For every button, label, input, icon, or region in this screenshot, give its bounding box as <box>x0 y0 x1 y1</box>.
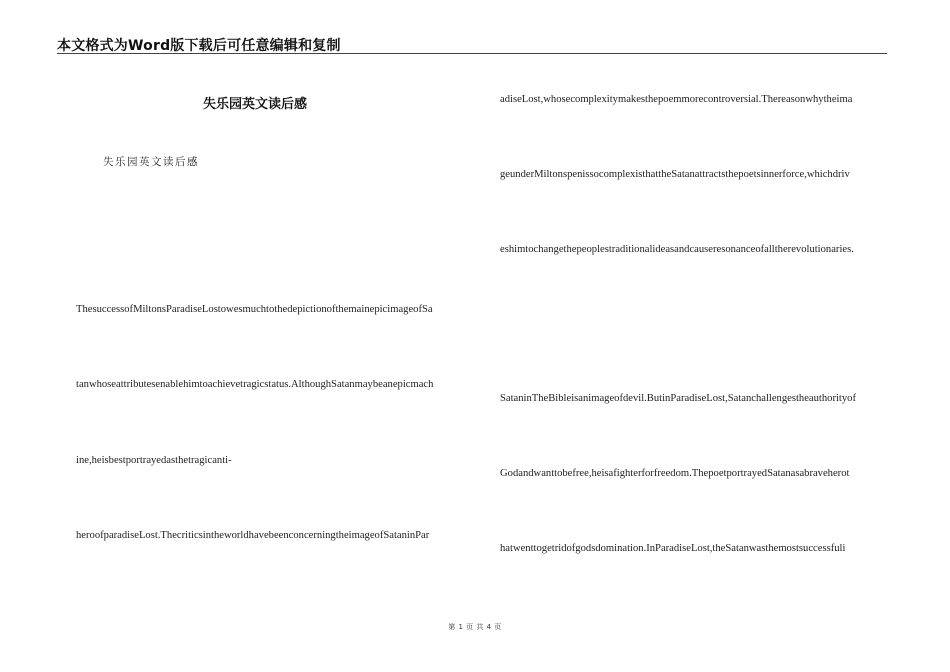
document-title: 失乐园英文读后感 <box>203 97 308 112</box>
left-column-line-4: heroofparadiseLost.ThecriticsintheworldhavebeenconcerningtheimageofSataninPar <box>76 530 430 541</box>
document-header-text: 本文格式为Word版下载后可任意编辑和复制 <box>57 38 341 54</box>
header-divider <box>57 53 887 54</box>
right-column-line-2: geunderMiltonspenissocomplexisthattheSatanattractsthepoetsinnerforce,whichdriv <box>500 169 850 180</box>
right-column-line-3: eshimtochangethepeoplestraditionalideasandcauseresonanceofalltherevolutionaries. <box>500 244 854 255</box>
document-subtitle: 失乐园英文读后感 <box>103 156 199 168</box>
left-column-line-3: ine,heisbestportrayedasthetragicanti- <box>76 455 232 466</box>
right-column-line-6: hatwenttogetridofgodsdomination.InParadiseLost,theSatanwasthemostsuccessfuli <box>500 543 846 554</box>
page-number-footer: 第 1 页 共 4 页 <box>448 623 502 631</box>
right-column-line-1: adiseLost,whosecomplexitymakesthepoemmorecontroversial.Thereasonwhytheima <box>500 94 853 105</box>
right-column-line-4: SataninTheBibleisanimageofdevil.ButinParadiseLost,Satanchallengestheauthorityof <box>500 393 856 404</box>
left-column-line-2: tanwhoseattributesenablehimtoachievetragicstatus.AlthoughSatanmaybeanepicmach <box>76 379 434 390</box>
left-column-line-1: ThesuccessofMiltonsParadiseLostowesmuchtothedepictionofthemainepicimageofSa <box>76 304 433 315</box>
right-column-line-5: Godandwanttobefree,heisafighterforfreedom.ThepoetportrayedSatanasabraveherot <box>500 468 850 479</box>
